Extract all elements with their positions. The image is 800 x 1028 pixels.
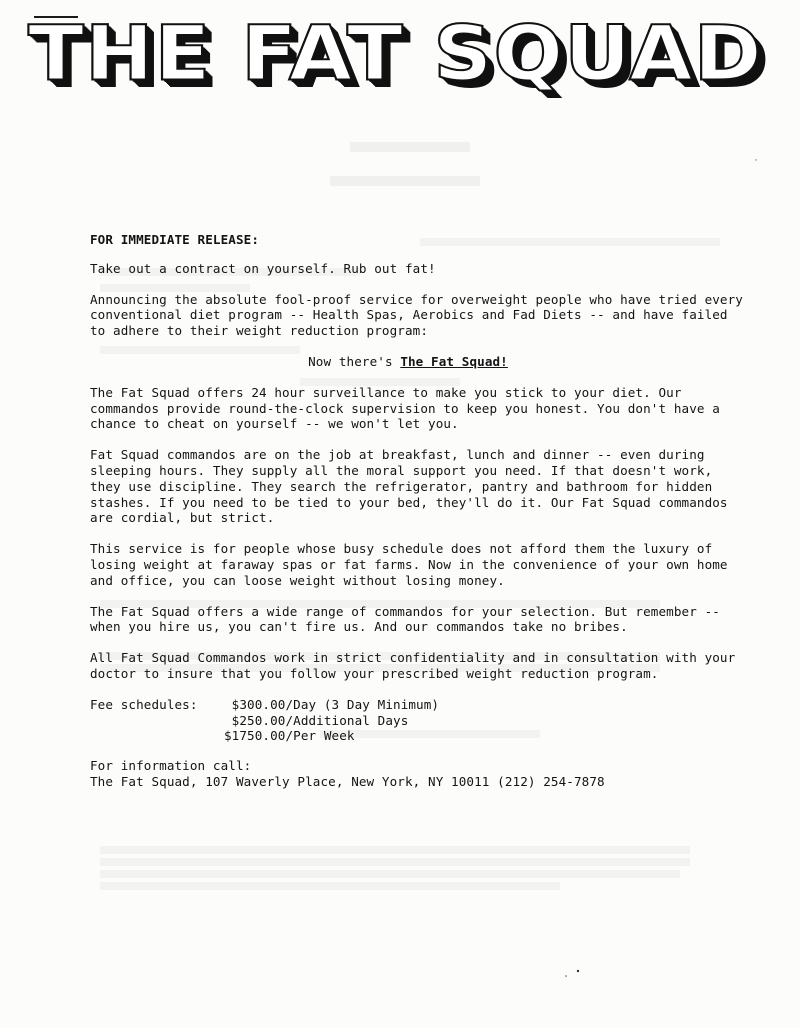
tagline: Take out a contract on yourself. Rub out fat!: [90, 260, 436, 276]
fee-line: $250.00/Additional Days: [224, 712, 409, 728]
headline-prefix: Now there's: [308, 353, 401, 369]
body-paragraph: This service is for people whose busy schedule does not afford them the luxury of losing weight at faraway spas or fat farms. Now in the convenience of your own home and office, you can loose weight without losing money.: [90, 541, 728, 588]
body-paragraph: The Fat Squad offers a wide range of commandos for your selection. But remember -- when you hire us, you can't fire us. And our commandos take no bribes.: [90, 603, 720, 635]
body-paragraph: All Fat Squad Commandos work in strict confidentiality and in consultation with your doctor to insure that you follow your prescribed weight reduction program.: [90, 650, 736, 681]
contact-label: For information call:: [90, 758, 252, 774]
masthead-title: THE FAT SQUAD: [28, 10, 763, 98]
body-paragraph: Fat Squad commandos are on the job at breakfast, lunch and dinner -- even during sleeping hours. They supply all the moral support you need. If that doesn't work, they use discipline. They search the refrigerator, pantry and bathroom for hidden stashes. If you need to be tied to your bed, they'll do it. Our Fat Squad commandos are cordial, but strict.: [90, 447, 728, 526]
speck: [755, 159, 756, 160]
fee-line: $300.00/Day (3 Day Minimum): [224, 696, 440, 712]
contact-details: The Fat Squad, 107 Waverly Place, New York, NY 10011 (212) 254-7878: [90, 773, 605, 789]
fee-line: $1750.00/Per Week: [224, 728, 355, 744]
speck: [565, 975, 567, 977]
fee-schedule-label: Fee schedules:: [90, 696, 198, 712]
headline-brand: The Fat Squad!: [400, 353, 508, 369]
speck: [577, 970, 579, 972]
announcement-paragraph: Announcing the absolute fool-proof service for overweight people who have tried every conventional diet program -- Health Spas, Aerobics and Fad Diets -- and have failed to adhere to their weight reduction program:: [90, 291, 743, 339]
release-heading: FOR IMMEDIATE RELEASE:: [90, 232, 260, 247]
body-paragraph: The Fat Squad offers 24 hour surveillance to make you stick to your diet. Our commandos provide round-the-clock supervision to keep you honest. You don't have a chance to cheat on yourself -- we won't let you.: [90, 384, 720, 432]
